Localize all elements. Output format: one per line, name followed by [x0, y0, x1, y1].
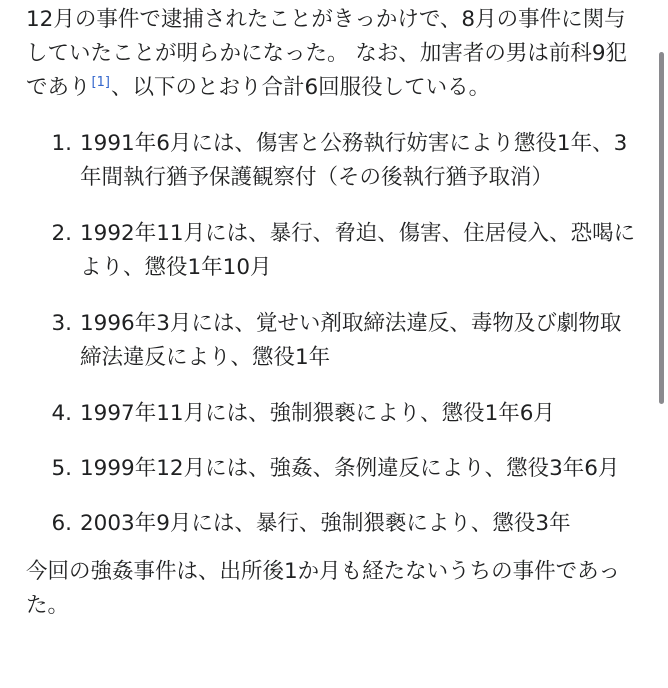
reference-link[interactable]: [1]: [91, 74, 110, 90]
list-item-text: 1992年11月には、暴行、脅迫、傷害、住居侵入、恐喝により、懲役1年10月: [80, 221, 636, 280]
list-item-3: [26, 307, 646, 375]
list-item-6: [26, 507, 646, 541]
intro-text-1: 12月の事件で逮捕されたことがきっかけで、8月の事件に関与していたことが明らかになった。 なお、加害者の男は前科9犯であり: [26, 7, 628, 100]
list-number: 4.: [51, 401, 72, 426]
conviction-list: [26, 127, 646, 541]
outro-paragraph: 今回の強姦事件は、出所後1か月も経たないうちの事件であった。: [26, 559, 620, 618]
intro-paragraph: [26, 0, 646, 105]
list-number: 2.: [51, 221, 72, 246]
article-content: [26, 0, 646, 623]
list-item-2: [26, 217, 646, 285]
list-item-text: 1991年6月には、傷害と公務執行妨害により懲役1年、3年間執行猶予保護観察付（その後執行猶予取消）: [80, 131, 628, 190]
list-item-text: 2003年9月には、暴行、強制猥褻により、懲役3年: [80, 511, 571, 536]
list-item-text: 1996年3月には、覚せい剤取締法違反、毒物及び劇物取締法違反により、懲役1年: [80, 311, 622, 370]
list-item-text: 1997年11月には、強制猥褻により、懲役1年6月: [80, 401, 555, 426]
list-number: 1.: [51, 131, 72, 156]
list-number: 6.: [51, 511, 72, 536]
intro-text-2: 、以下のとおり合計6回服役している。: [110, 75, 491, 100]
list-item-4: [26, 397, 646, 431]
list-item-text: 1999年12月には、強姦、条例違反により、懲役3年6月: [80, 456, 620, 481]
list-number: 5.: [51, 456, 72, 481]
scrollbar[interactable]: [659, 52, 664, 404]
list-item-1: [26, 127, 646, 195]
list-number: 3.: [51, 311, 72, 336]
list-item-5: [26, 452, 646, 486]
